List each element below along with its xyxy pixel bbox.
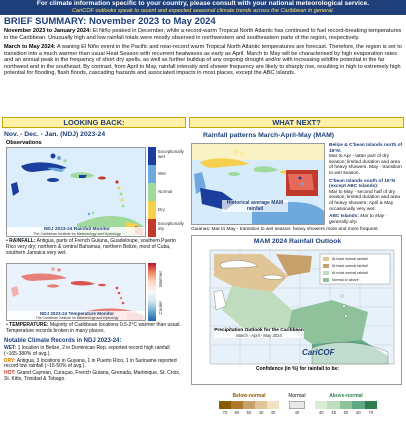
conf-swatch-above-70 <box>365 401 377 409</box>
conf-group-below: Below-normal <box>232 393 266 399</box>
conf-swatch-below-40b <box>267 401 279 409</box>
summary-p1-text: El Niño peaked in December, while a record-warm Tropical North Atlantic has continued to fuel record-breaking temperatures in the Caribbean. Unusually high and low rainfall totals were mostly observed in northwestern and southeastern parts of the region, respectively. <box>4 28 402 41</box>
conf-val-above-1: 40 <box>318 410 324 415</box>
rainfall-bullet-label: RAINFALL: <box>9 238 36 244</box>
legend-label-wet: Wet <box>158 171 166 176</box>
temperature-colorbar <box>148 263 156 321</box>
conf-swatch-below-60 <box>231 401 243 409</box>
outlook-caption: Precipitation Outlook for the Caribbean <box>214 328 304 333</box>
conf-swatch-above-60 <box>352 401 364 409</box>
conf-val-above-2: 45 <box>331 410 336 415</box>
historical-map-graphic <box>192 144 325 225</box>
conf-swatch-below-70 <box>219 401 231 409</box>
legend-swatch-exceptionally-dry <box>148 219 156 237</box>
rain-patterns-title: Rainfall patterns March-April-May (MAM) <box>203 132 335 139</box>
legend-swatch-wet <box>148 165 156 183</box>
record-hot <box>4 371 184 383</box>
looking-back-column <box>2 129 186 423</box>
record-wet-text: 1 location in Belize, 2 in Dominican Rep. reported record high rainfall (~165-380% of avg.). <box>4 345 170 357</box>
confidence-scale <box>191 393 402 421</box>
conf-values-below <box>219 410 279 415</box>
outlook-legend-2: At least normal rainfall <box>332 264 368 268</box>
outlook-title: MAM 2024 Rainfall Outlook <box>253 238 342 245</box>
temp-map-caption-box <box>7 311 146 320</box>
caricof-logo: CariCOF <box>302 348 335 357</box>
ndj-period-title: Nov. - Dec. - Jan. (NDJ) 2023-24 <box>4 131 106 138</box>
conf-val-below-1: 70 <box>222 410 228 415</box>
record-dry-tag: DRY: <box>4 357 16 364</box>
outlook-legend-3: At most normal rainfall <box>332 271 368 275</box>
confidence-title: Confidence (in %) for rainfall to be: <box>255 366 340 372</box>
record-wet <box>4 346 184 358</box>
record-hot-tag: HOT: <box>4 370 16 377</box>
record-hot-text: Grand Cayman, Curaçao, French Guiana, Grenada, Martinique, St. Croix, St. Kitts, Trinidad & Tobago. <box>4 370 181 382</box>
temperature-bullet-text: Majority of Caribbean locations 0.5-2°C warmer than usual. Temperature records broken in many places. <box>6 322 181 334</box>
what-next-column <box>189 129 404 423</box>
conf-swatch-normal <box>289 401 305 409</box>
legend-label-dry: Dry <box>158 207 165 212</box>
historical-map-label: Historical average MAM rainfall <box>222 200 288 212</box>
historical-rainfall-map <box>191 143 325 225</box>
cbean-title: C'bean Islands south of 16°N (except ABC Islands): <box>329 178 395 190</box>
abc-text: Mar to May - generally dry. <box>329 214 388 225</box>
rainfall-monitor-map <box>6 147 146 237</box>
rain-map-caption-box <box>7 227 146 236</box>
legend-label-normal: Normal <box>158 189 173 194</box>
observations-label: Observations <box>6 140 42 146</box>
conf-group-above: Above-normal <box>329 393 363 399</box>
record-wet-tag: WET: <box>4 345 17 351</box>
rain-map-credit: The Caribbean Institute for Meteorology and Hydrology <box>33 232 121 236</box>
what-next-header: WHAT NEXT? <box>189 117 404 128</box>
records-title: Notable Climate Records in NDJ 2023-24: <box>4 338 122 344</box>
temp-map-caption: NDJ 2023-24 Temperature Monitor <box>39 311 115 316</box>
disclaimer-banner <box>0 0 406 15</box>
conf-val-below-5: 40 <box>270 410 276 415</box>
conf-val-below-3: 50 <box>246 410 252 415</box>
conf-val-above-5: 70 <box>368 410 374 415</box>
temp-map-credit: The Caribbean Institute for Meteorology and Hydrology <box>35 316 119 320</box>
temperature-legend <box>148 263 186 321</box>
rainfall-bullet-text: Antigua, parts of French Guiana, Guadeloupe, southern Puerto Rico very dry; northern & central Bahamas, northern Belize, most of Cuba, southern Jamaica very wet. <box>6 238 176 256</box>
conf-swatch-above-45 <box>327 401 339 409</box>
outlook-map-graphic <box>192 236 403 386</box>
conf-swatch-above-40 <box>315 401 327 409</box>
belize-text: Mar to Apr - latter part of dry season; limited duration and area of heavy showers. May - transition to wet season. <box>329 154 402 176</box>
looking-back-header: LOOKING BACK: <box>2 117 186 128</box>
summary-p2-text: A waning El Niño event in the Pacific and near-record warm Tropical North Atlantic temperatures are forecast. Therefore, the region is set to transition into a much warmer than usual Heat Season with recurrent heatwaves as early as April. March to May will be characterised by high evaporation rates and an annual peak in the frequency of short dry spells, as well as further buildup of any ongoing drought and/or with increasing wildfire potential in the far northwest and in the southeast. By contrast, from April to May, rainfall intensity and shower frequency are likely to sharply rise, resulting in high to extremely high potential for flooding, flash floods, cascading hazards and associated impacts in most places, except the ABC Islands. <box>4 44 402 76</box>
rainfall-outlook-panel <box>191 235 402 385</box>
conf-values-above <box>315 410 377 415</box>
rainfall-map-graphic <box>7 148 146 237</box>
legend-swatch-dry <box>148 201 156 219</box>
summary-intro <box>4 28 404 80</box>
conf-bar-above <box>315 401 377 409</box>
legend-swatch-normal <box>148 183 156 201</box>
record-dry <box>4 359 184 371</box>
rainfall-legend <box>148 147 186 237</box>
conf-val-normal: 40 <box>294 410 300 415</box>
outlook-legend-4: Normal or above <box>332 278 359 282</box>
records-list <box>4 346 184 383</box>
conf-bar-below <box>219 401 279 409</box>
outlook-legend-1: At least normal rainfall <box>332 257 368 261</box>
legend-swatch-exceptionally-wet <box>148 147 156 165</box>
abc-note <box>329 214 403 225</box>
summary-paragraph-2 <box>4 44 404 77</box>
disclaimer-line-1: For climate information specific to your country, please consult with your national meteorological service. <box>36 0 370 7</box>
temp-legend-warmer: Warmer <box>158 271 163 288</box>
summary-p1-lead: November 2023 to January 2024: <box>4 28 92 34</box>
conf-val-below-2: 60 <box>234 410 240 415</box>
record-dry-text: Antigua, 3 locations in Guyana, 1 in Puerto Rico, 1 in Suriname reported record low rainfall (~15-50% of avg.). <box>4 357 177 370</box>
legend-label-exceptionally-wet: Exceptionally wet <box>158 149 184 159</box>
guianas-note: Guianas: Mar to May - transition to wet season: heavy showers more and more frequent. <box>191 227 379 232</box>
outlook-period: March - April - May 2024 <box>236 333 282 338</box>
conf-swatch-above-50 <box>340 401 352 409</box>
temp-legend-cooler: Cooler <box>158 301 163 315</box>
conf-swatch-below-40a <box>255 401 267 409</box>
conf-val-above-4: 60 <box>356 410 361 415</box>
outlook-caption-box <box>214 328 304 338</box>
summary-paragraph-1 <box>4 28 404 41</box>
belize-title: Belize & C'bean Islands north of 16°N: <box>329 143 403 154</box>
regional-notes <box>329 143 403 225</box>
abc-title: ABC Islands: <box>329 214 359 220</box>
legend-label-exceptionally-dry: Exceptionally dry <box>158 221 184 231</box>
rainfall-bullet: • RAINFALL: Antigua, parts of French Guiana, Guadeloupe, southern Puerto Rico very dry; northern & central Bahamas, northern Belize, most of Cuba, southern Jamaica very wet. <box>6 238 176 256</box>
page-title: BRIEF SUMMARY: November 2023 to May 2024 <box>4 16 216 27</box>
conf-swatch-below-50 <box>243 401 255 409</box>
cbean-text: Mar to May - second half of dry season; limited duration and area of heavy showers; April & May occasionally very wet. <box>329 189 400 212</box>
disclaimer-line-2: CariCOF outlooks speak to recent and expected seasonal climate trends across the Caribbean in general. <box>71 7 335 14</box>
rain-map-caption: NDJ 2023-24 Rainfall Monitor <box>43 227 111 232</box>
temperature-bullet: • TEMPERATURE: Majority of Caribbean locations 0.5-2°C warmer than usual. Temperature records broken in many places. <box>6 322 181 334</box>
temperature-bullet-label: TEMPERATURE: <box>9 322 49 328</box>
conf-val-below-4: 40 <box>258 410 264 415</box>
conf-group-normal: Normal <box>288 393 306 399</box>
summary-p2-lead: March to May 2024: <box>4 44 56 50</box>
conf-val-above-3: 50 <box>343 410 349 415</box>
outlook-legend <box>332 256 368 284</box>
temperature-monitor-map <box>6 263 146 321</box>
